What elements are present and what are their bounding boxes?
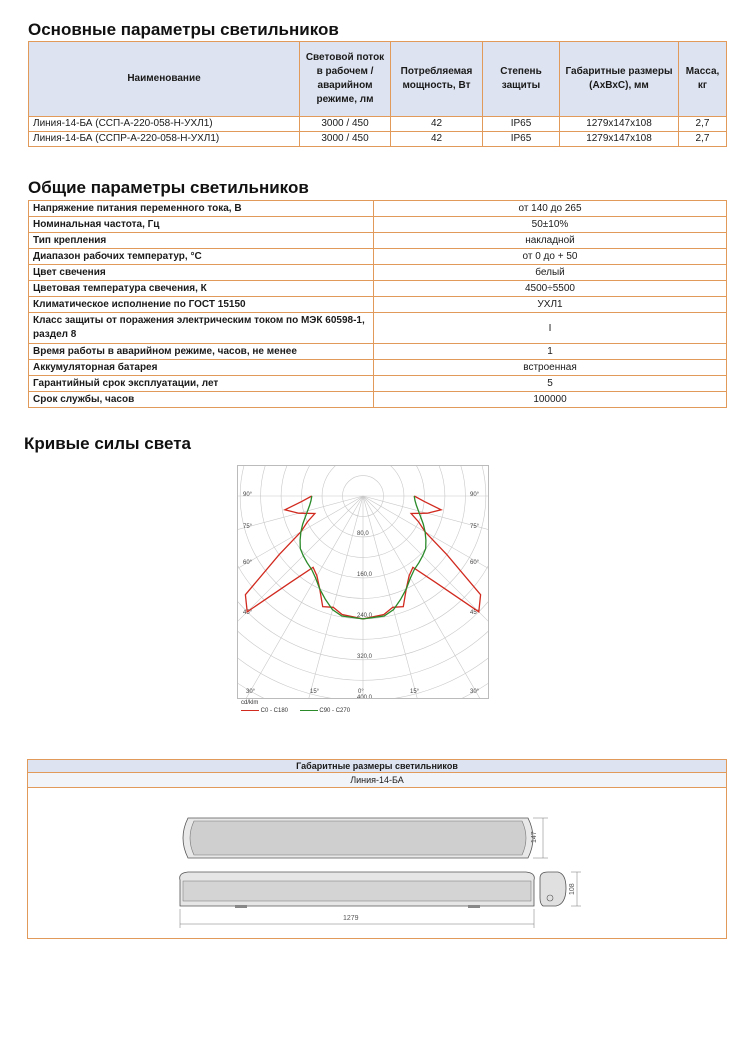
cell-dims: 1279х147х108 <box>560 132 679 147</box>
param-value: от 0 до + 50 <box>374 249 727 265</box>
legend-label-c0: C0 - C180 <box>260 708 289 714</box>
angle-label-left: 75° <box>243 524 253 530</box>
param-label: Срок службы, часов <box>29 392 374 408</box>
main-params-table <box>28 41 727 147</box>
unit-label: cd/klm <box>241 700 259 706</box>
param-label: Диапазон рабочих температур, °С <box>29 249 374 265</box>
end-view-drawing <box>540 872 581 906</box>
param-value: встроенная <box>374 360 727 376</box>
radial-value-label: 160,0 <box>357 571 373 578</box>
param-label: Тип крепления <box>29 233 374 249</box>
dim-length-label: 1279 <box>343 915 359 922</box>
col-header-ip: Степень защиты <box>483 42 560 117</box>
param-value: I <box>374 313 727 344</box>
cell-flux: 3000 / 450 <box>300 132 391 147</box>
angle-label-bottom: 30° <box>470 689 480 695</box>
angle-label-bottom: 15° <box>410 689 420 695</box>
grid-spoke <box>238 496 363 698</box>
table-row <box>29 265 727 281</box>
table-row <box>29 376 727 392</box>
param-label: Время работы в аварийном режиме, часов, не менее <box>29 344 374 360</box>
top-view-drawing <box>183 818 548 858</box>
col-header-mass: Масса, кг <box>679 42 727 117</box>
dim-height-label: 108 <box>569 883 576 895</box>
param-value: 4500÷5500 <box>374 281 727 297</box>
param-value: накладной <box>374 233 727 249</box>
cell-ip: IP65 <box>483 132 560 147</box>
section-title-general-params: Общие параметры светильников <box>28 178 309 197</box>
param-label: Цвет свечения <box>29 265 374 281</box>
param-label: Цветовая температура свечения, К <box>29 281 374 297</box>
table-row <box>29 313 727 344</box>
grid-spoke <box>238 496 363 646</box>
dimensions-header: Габаритные размеры светильников <box>28 760 726 773</box>
angle-label-bottom: 0° <box>358 689 364 695</box>
param-label: Номинальная частота, Гц <box>29 217 374 233</box>
param-value: 100000 <box>374 392 727 408</box>
legend-label-c90: C90 - C270 <box>319 708 351 714</box>
section-title-main-params: Основные параметры светильников <box>28 20 339 39</box>
angle-label-right: 75° <box>470 524 480 530</box>
angle-label-left: 90° <box>243 492 253 498</box>
param-value: УХЛ1 <box>374 297 727 313</box>
param-label: Климатическое исполнение по ГОСТ 15150 <box>29 297 374 313</box>
param-value: 50±10% <box>374 217 727 233</box>
param-label: Класс защиты от поражения электрическим током по МЭК 60598-1, раздел 8 <box>29 313 374 344</box>
table-row <box>29 360 727 376</box>
general-params-table <box>28 200 727 408</box>
cell-name: Линия-14-БА (ССПР-А-220-058-Н-УХЛ1) <box>29 132 300 147</box>
param-label: Аккумуляторная батарея <box>29 360 374 376</box>
cell-flux: 3000 / 450 <box>300 117 391 132</box>
polar-light-distribution-chart <box>237 465 489 699</box>
table-row <box>29 201 727 217</box>
param-label: Гарантийный срок эксплуатации, лет <box>29 376 374 392</box>
param-value: белый <box>374 265 727 281</box>
cell-ip: IP65 <box>483 117 560 132</box>
param-value: от 140 до 265 <box>374 201 727 217</box>
table-row <box>29 217 727 233</box>
col-header-dims: Габаритные размеры (АхВхС), мм <box>560 42 679 117</box>
side-view-drawing <box>180 872 535 928</box>
section-title-light-curves: Кривые силы света <box>24 434 191 453</box>
angle-label-bottom: 15° <box>310 689 320 695</box>
dimensions-block <box>27 759 727 939</box>
col-header-name: Наименование <box>29 42 300 117</box>
angle-label-bottom: 30° <box>246 689 256 695</box>
radial-value-label: 320,0 <box>357 653 373 660</box>
table-row <box>29 233 727 249</box>
param-label: Напряжение питания переменного тока, В <box>29 201 374 217</box>
param-value: 1 <box>374 344 727 360</box>
cell-power: 42 <box>391 117 483 132</box>
param-value: 5 <box>374 376 727 392</box>
angle-label-right: 45° <box>470 610 480 616</box>
cell-power: 42 <box>391 132 483 147</box>
angle-label-left: 45° <box>243 610 253 616</box>
legend-swatch-c90 <box>300 710 318 711</box>
table-row <box>29 249 727 265</box>
dimension-drawing <box>28 788 726 938</box>
cell-mass: 2,7 <box>679 117 727 132</box>
angle-label-right: 60° <box>470 560 480 566</box>
radial-value-label: 240,0 <box>357 612 373 619</box>
table-row <box>29 297 727 313</box>
polar-svg <box>238 466 488 698</box>
table-row <box>29 281 727 297</box>
radial-value-label: 80,0 <box>357 530 369 537</box>
dim-width-label: 147 <box>531 831 538 843</box>
cell-name: Линия-14-БА (ССП-А-220-058-Н-УХЛ1) <box>29 117 300 132</box>
grid-spoke <box>238 496 363 698</box>
table-row <box>29 117 727 132</box>
cell-mass: 2,7 <box>679 132 727 147</box>
legend-swatch-c0 <box>241 710 259 711</box>
table-row <box>29 392 727 408</box>
grid-spoke <box>363 496 488 646</box>
dimensions-model: Линия-14-БА <box>28 773 726 788</box>
col-header-flux: Световой поток в рабочем / аварийном режиме, лм <box>300 42 391 117</box>
table-row <box>29 132 727 147</box>
angle-label-left: 60° <box>243 560 253 566</box>
col-header-power: Потребляемая мощность, Вт <box>391 42 483 117</box>
angle-label-right: 90° <box>470 492 480 498</box>
chart-legend <box>241 700 350 714</box>
cell-dims: 1279х147х108 <box>560 117 679 132</box>
table-row <box>29 344 727 360</box>
radial-value-label: 400,0 <box>357 694 373 698</box>
